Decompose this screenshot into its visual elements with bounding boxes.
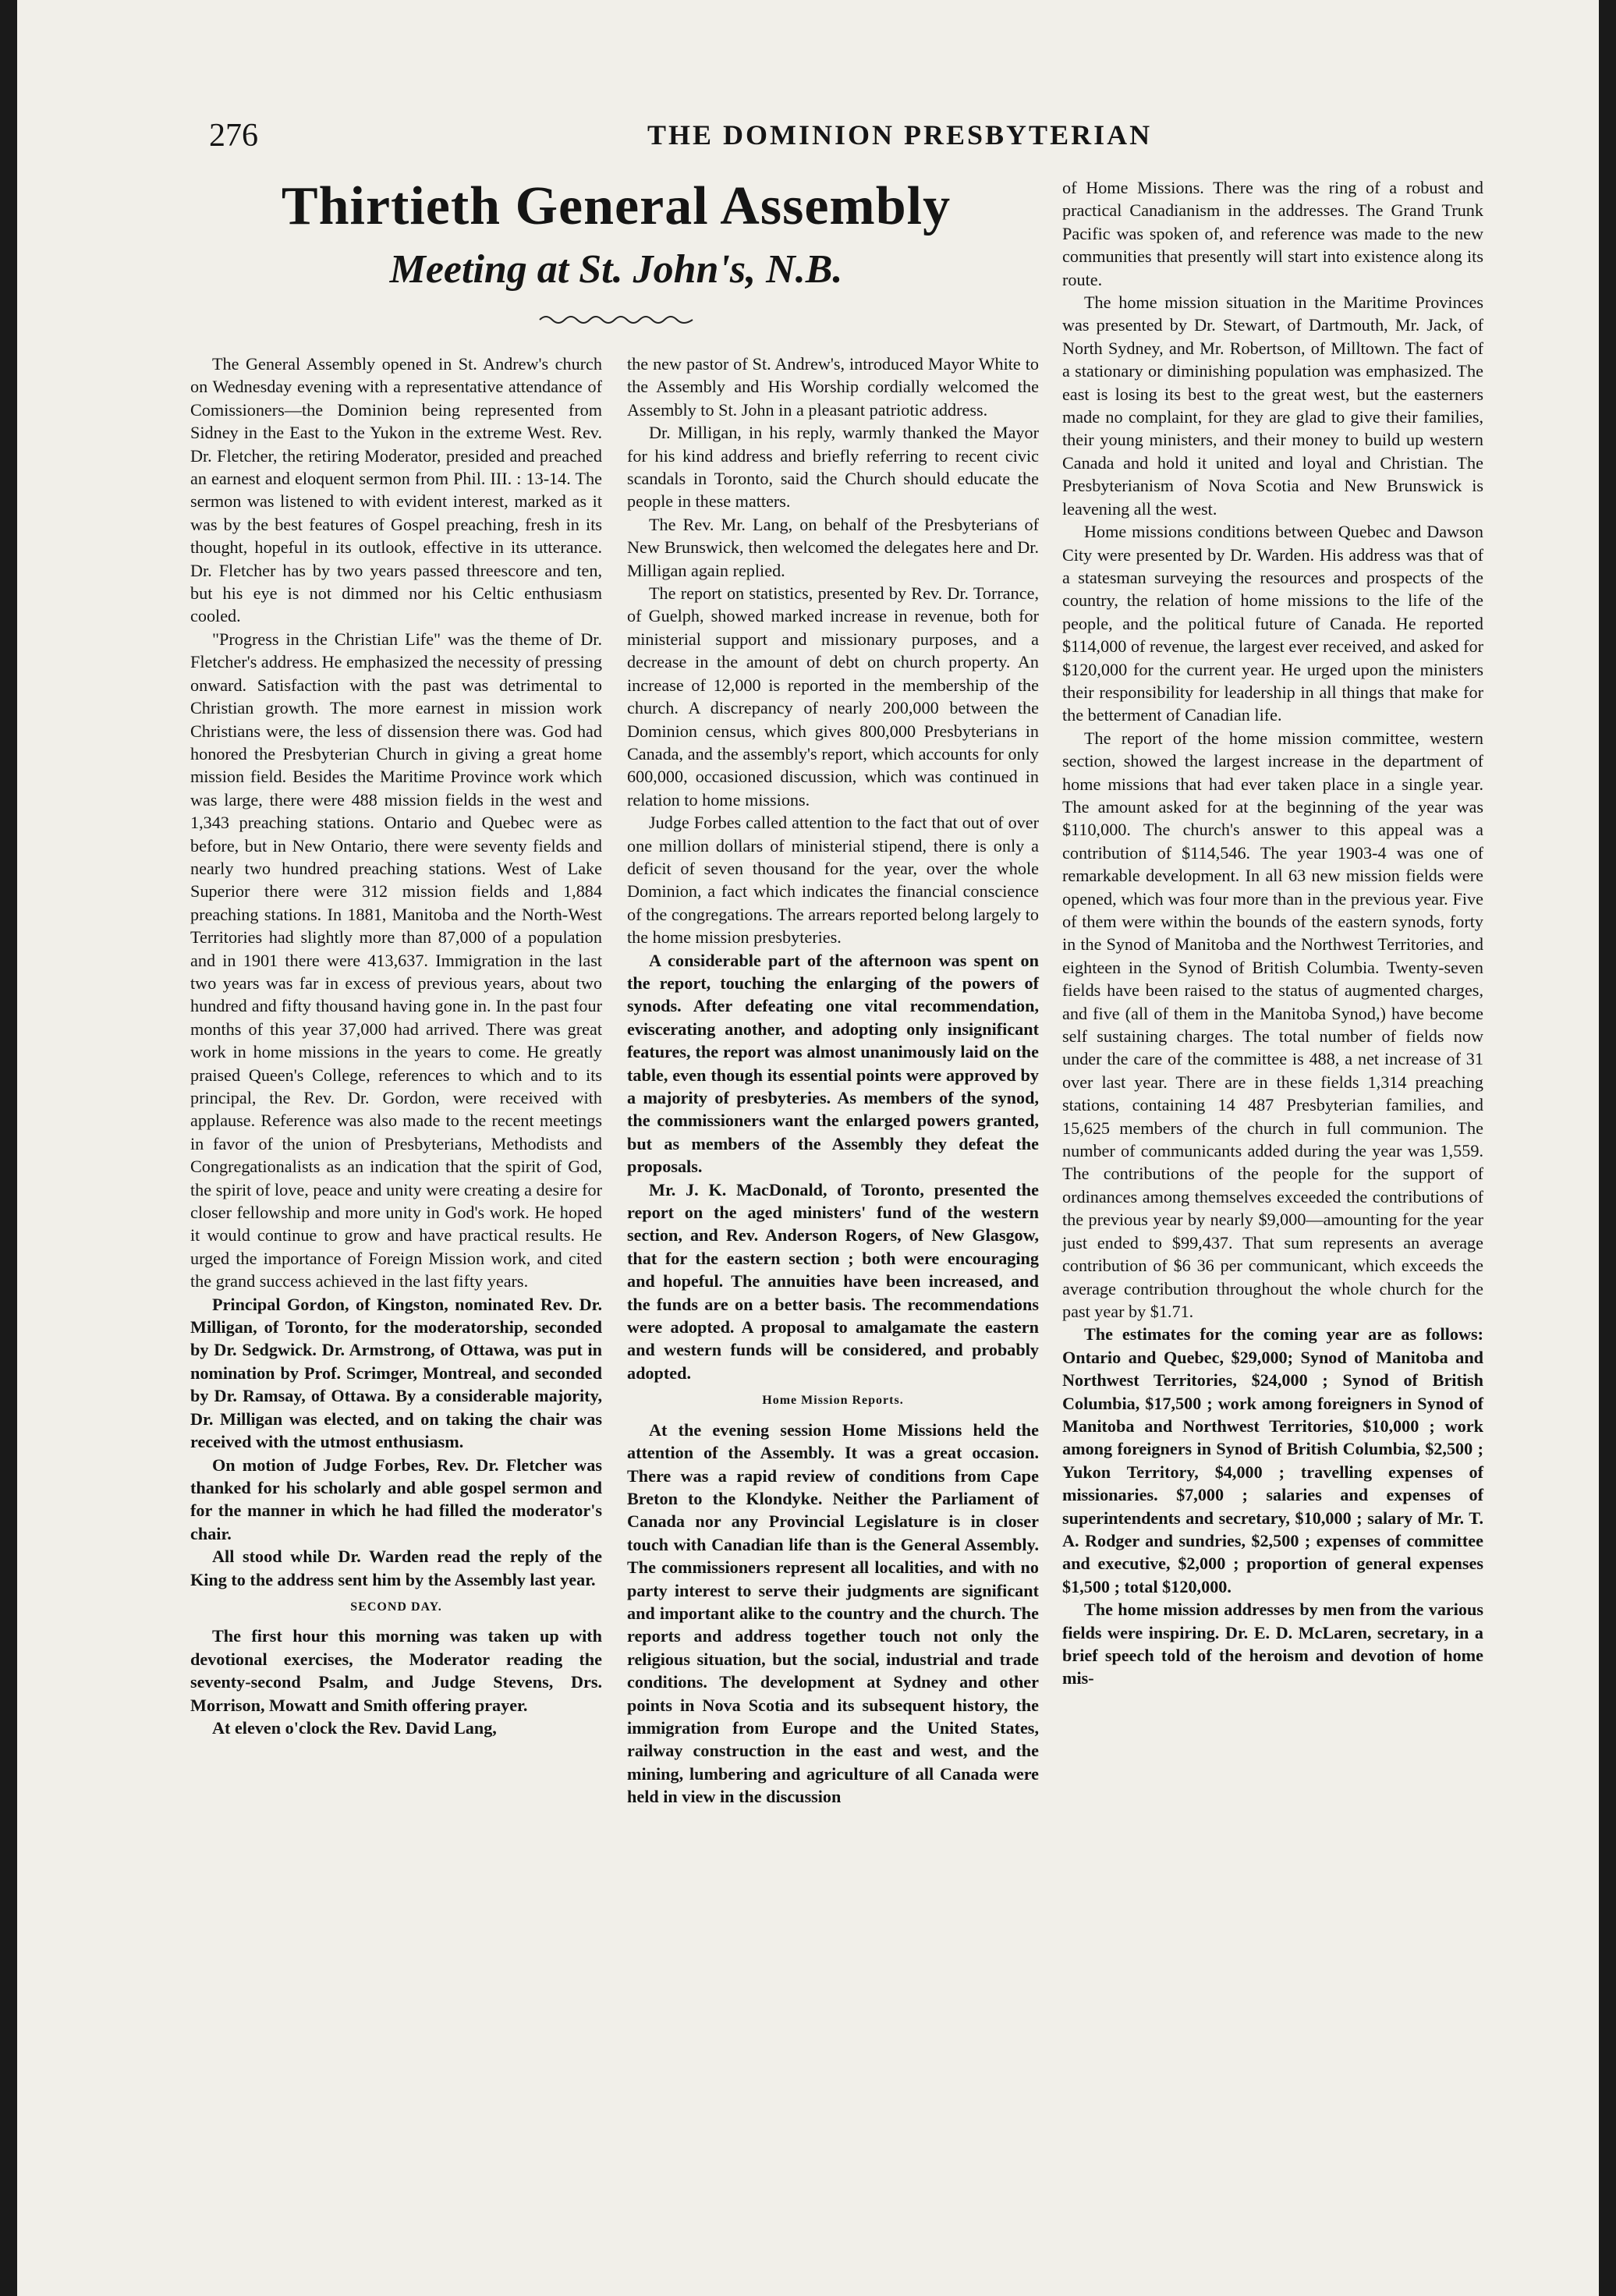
paragraph: The estimates for the coming year are as follows: Ontario and Quebec, $29,000; Synod of Manitoba and Northwest Territories, $24,000 ; Synod of British Columbia, $17,500 ; work among foreigners in Synod of Manitoba and Northwest Territories, $10,000 ; work among foreigners in Synod of British Columbia, $2,500 ; Yukon Territory, $4,000 ; travelling expenses of missionaries. $7,000 ; salaries and expenses of superintendents and secretary, $10,000 ; salary of Mr. T. A. Rodger and sundries, $2,500 ; expenses of committee and executive, $2,000 ; proportion of general expenses $1,500 ; total $120,000. (1062, 1324, 1483, 1596)
paragraph: Home missions conditions between Quebec and Dawson City were presented by Dr. Warden. His address was that of a statesman surveying the resources and prospects of the country, the relation of home missions to the life of the people, and the political future of Canada. He reported $114,000 of revenue, the largest ever received, and asked for $120,000 for the current year. He urged upon the ministers their responsibility for leadership in all things that make for the betterment of Canadian life. (1062, 522, 1483, 725)
paragraph: Mr. J. K. MacDonald, of Toronto, presented the report on the aged ministers' fund of the western section, and Rev. Anderson Rogers, of New Glasgow, that for the eastern section ; both were encouraging and hopeful. The annuities have been increased, and the funds are on a better basis. The recommendations were adopted. A proposal to amalgamate the eastern and western funds will be considered, and probably adopted. (627, 1179, 1039, 1383)
paragraph: of Home Missions. There was the ring of a robust and practical Canadianism in the addresses. The Grand Trunk Pacific was spoken of, and reference was made to the new communities that presently will start into existence along its route. (1062, 178, 1483, 289)
ornament-divider (538, 310, 694, 326)
paragraph: "Progress in the Christian Life" was the theme of Dr. Fletcher's address. He emphasized the necessity of pressing onward. Satisfaction with the past was detrimental to Christian growth. The more earnest in mission work Christians were, the less of dissension there was. God had honored the Presbyterian Church in giving a great home mission field. Besides the Maritime Province work which was large, there were 488 mission fields in the west and 1,343 preaching stations. Ontario and Quebec were as before, but in New Ontario, there were seventy fields and nearly two hundred preaching stations. West of Lake Superior there were 312 mission fields and 1,884 preaching stations. In 1881, Manitoba and the North-West Territories had slightly more than 87,000 of a population and in 1901 there were 413,637. Immigration in the last two years was far in excess of previous years, about two hundred and fifty thousand having gone in. In the past four months of this year 37,000 had arrived. There was great work in home missions in the years to come. He greatly praised Queen's College, references to which and to its principal, the Rev. Dr. Gordon, were received with applause. Reference was also made to the recent meetings in favor of the union of Presbyterians, Methodists and Congregationalists as an indication that the spirit of God, the spirit of love, peace and unity were creating a desire for closer fellowship and more unity in God's work. He hoped it would continue to grow and have practical results. He urged the importance of Foreign Mission work, and cited the grand success achieved in the last fifty years. (190, 629, 602, 1292)
column-2 (627, 353, 1039, 1809)
paragraph: the new pastor of St. Andrew's, introduced Mayor White to the Assembly and His Worship cordially welcomed the Assembly to St. John in a pleasant patriotic address. (627, 354, 1039, 420)
section-heading-second-day: SECOND DAY. (350, 1600, 442, 1614)
paragraph: All stood while Dr. Warden read the reply of the King to the address sent him by the Assembly last year. (190, 1547, 602, 1589)
paragraph: A considerable part of the afternoon was spent on the report, touching the enlarging of the powers of synods. After defeating one vital recommendation, eviscerating another, and adopting only insignificant features, the report was almost unanimously laid on the table, even though its essential points were approved by a majority of presbyteries. As members of the synod, the commissioners want the enlarged powers granted, but as members of the Assembly they defeat the proposals. (627, 950, 1039, 1177)
paragraph: The first hour this morning was taken up with devotional exercises, the Moderator reading the seventy-second Psalm, and Judge Stevens, Drs. Morrison, Mowatt and Smith offering prayer. (190, 1626, 602, 1715)
publication-title: THE DOMINION PRESBYTERIAN (647, 119, 1153, 151)
paragraph: The Rev. Mr. Lang, on behalf of the Presbyterians of New Brunswick, then welcomed the delegates here and Dr. Milligan again replied. (627, 514, 1039, 580)
column-3 (1062, 176, 1483, 1690)
headline (211, 173, 1022, 295)
paragraph: The report of the home mission committee, western section, showed the largest increase in the department of home missions that had ever taken place in a single year. The amount asked for at the beginning of the year was $110,000. The church's answer to this appeal was a contribution of $114,546. The year 1903-4 was one of remarkable development. In all 63 new mission fields were opened, which was four more than in the previous year. Five of them were within the bounds of the eastern synods, forty in the Synod of Manitoba and the Northwest Territories, and eighteen in the Synod of British Columbia. Twenty-seven fields have been raised to the status of augmented charges, and five (all of them in the Manitoba Synod,) have become self sustaining charges. The total number of fields now under the care of the committee is 488, a net increase of 31 over last year. There are in these fields 1,314 preaching stations, containing 14 487 Presbyterian families, and 15,625 members of the church in full communion. The number of communicants added during the year was 1,559. The contributions of the people for the support of ordinances among themselves exceeded the contributions of the previous year by nearly $9,000—amounting for the year just ended to $99,437. That sum represents an average contribution of $6 36 per communicant, which exceeds the average contribution throughout the whole church for the past year by $1.71. (1062, 728, 1483, 1321)
paragraph: At the evening session Home Missions held the attention of the Assembly. It was a great occasion. There was a rapid review of conditions from Cape Breton to the Klondyke. Neither the Parliament of Canada nor any Provincial Legislature is in closer touch with Canadian life than is the General Assembly. The commissioners represent all localities, and with no party interest to serve their judgments are significant and important alike to the country and the church. The reports and address together touch not only the religious situation, but the social, industrial and trade conditions. The development at Sydney and other points in Nova Scotia and its subsequent history, the immigration from Europe and the United States, railway construction in the east and west, and the mining, lumbering and agriculture of all Canada were held in view in the discussion (627, 1419, 1039, 1807)
paragraph: The report on statistics, presented by Rev. Dr. Torrance, of Guelph, showed marked increase in revenue, both for ministerial support and missionary purposes, and a decrease in the amount of debt on church property. An increase of 12,000 is reported in the membership of the church. A discrepancy of nearly 200,000 between the Dominion census, which gives 800,000 Presbyterians in Canada, and the assembly's report, which accounts for only 600,000, occasioned discussion, which was continued in relation to home missions. (627, 583, 1039, 810)
article-subtitle: Meeting at St. John's, N.B. (389, 247, 843, 292)
paragraph: Principal Gordon, of Kingston, nominated Rev. Dr. Milligan, of Toronto, for the moderatorship, seconded by Dr. Sedgwick. Dr. Armstrong, of Ottawa, was put in nomination by Prof. Scrimger, Montreal, and seconded by Dr. Ramsay, of Ottawa. By a considerable majority, Dr. Milligan was elected, and on taking the chair was received with the utmost enthusiasm. (190, 1294, 602, 1452)
paragraph: The home mission situation in the Maritime Provinces was presented by Dr. Stewart, of Dartmouth, Mr. Jack, of North Sydney, and Mr. Robertson, of Milltown. The fact of a stationary or diminishing population was emphasized. The east is losing its best to the great west, but the easterners made no complaint, for they are glad to give their families, their young ministers, and their money to build up western Canada and hold it united and loyal and Christian. The Presbyterianism of Nova Scotia and New Brunswick is leavening all the west. (1062, 292, 1483, 519)
page-number: 276 (209, 118, 258, 154)
paragraph: Dr. Milligan, in his reply, warmly thanked the Mayor for his kind address and briefly referring to recent civic scandals in Toronto, said the Church should educate the people in these matters. (627, 423, 1039, 512)
paragraph: At eleven o'clock the Rev. David Lang, (212, 1717, 497, 1738)
paragraph: Judge Forbes called attention to the fact that out of over one million dollars of ministerial stipend, there is only a deficit of seven thousand for the year, over the whole Dominion, a fact which indicates the financial conscience of the congregations. The arrears reported belong largely to the home mission presbyteries. (627, 813, 1039, 948)
paragraph: The General Assembly opened in St. Andrew's church on Wednesday evening with a representative attendance of Comissioners—the Dominion being represented from Sidney in the East to the Yukon in the extreme West. Rev. Dr. Fletcher, the retiring Moderator, presided and preached an earnest and eloquent sermon from Phil. III. : 13-14. The sermon was listened to with evident interest, marked as it was by the best features of Gospel preaching, fresh in its thought, hopeful in its outlook, effective in its utterance. Dr. Fletcher has by two years passed threescore and ten, but his eye is not dimmed nor his Celtic enthusiasm cooled. (190, 354, 602, 626)
section-heading-home-mission: Home Mission Reports. (762, 1394, 904, 1408)
paragraph: The home mission addresses by men from the various fields were inspiring. Dr. E. D. McLaren, secretary, in a brief speech told of the heroism and devotion of home mis- (1062, 1600, 1483, 1688)
column-1 (190, 353, 602, 1739)
article-title: Thirtieth General Assembly (281, 176, 952, 236)
paragraph: On motion of Judge Forbes, Rev. Dr. Fletcher was thanked for his scholarly and able gospel sermon and for the manner in which he had filled the moderator's chair. (190, 1454, 602, 1543)
